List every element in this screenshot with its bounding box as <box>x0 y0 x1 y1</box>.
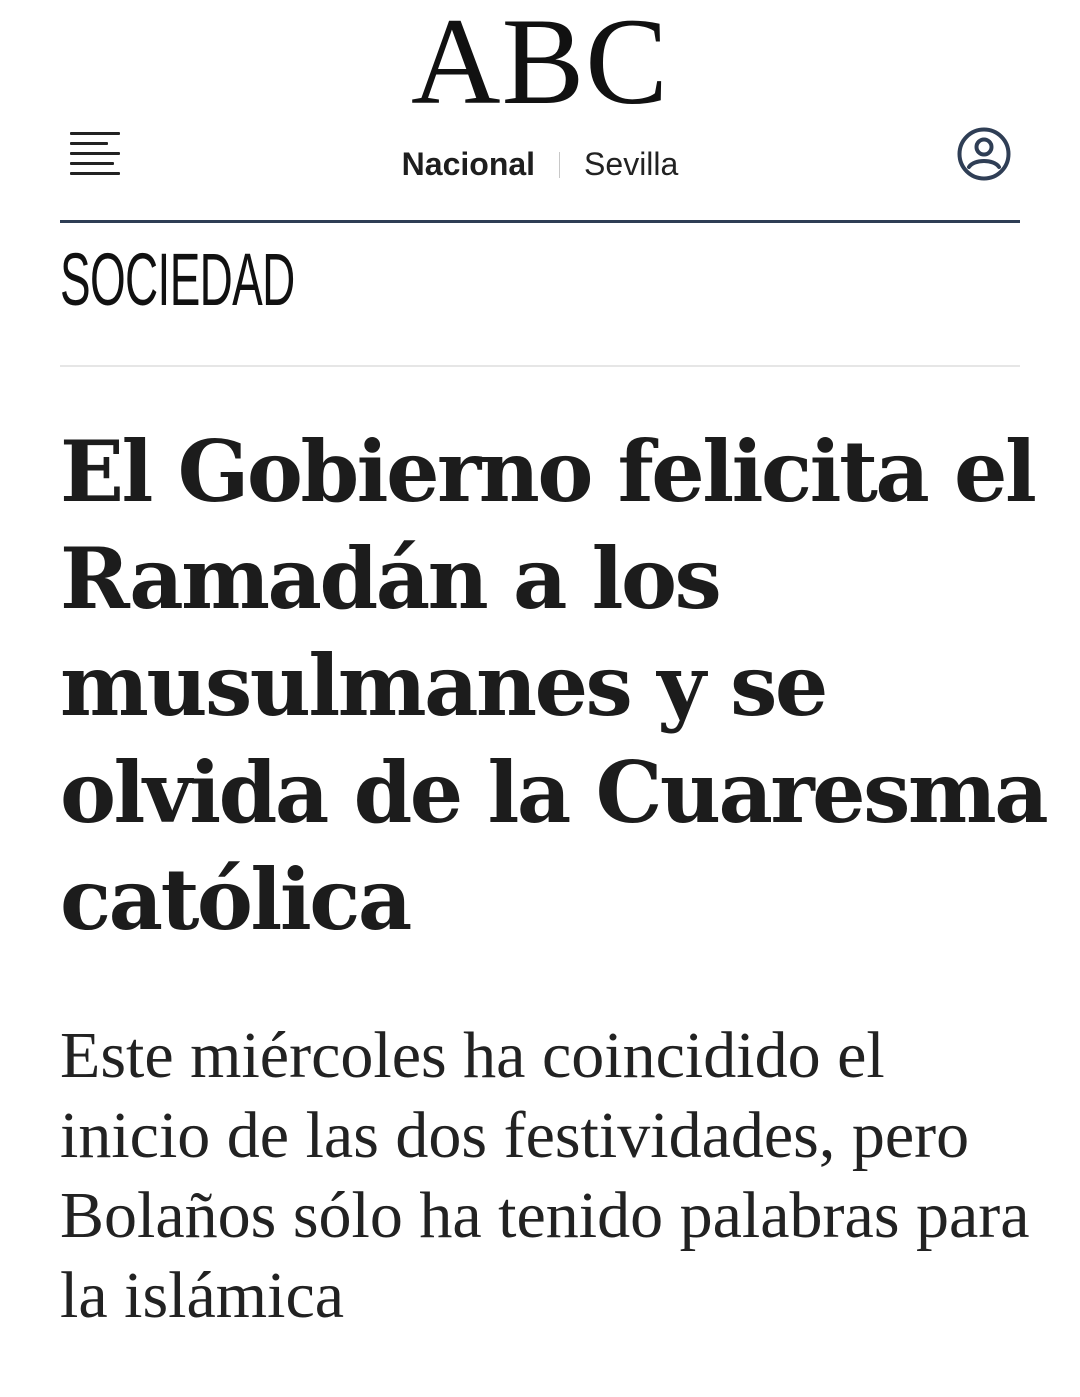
section-divider <box>60 365 1020 367</box>
menu-line <box>70 132 120 135</box>
abc-logo[interactable]: ABC <box>411 0 669 130</box>
article-subheadline: Este miércoles ha coincidido el inicio de las dos festividades, pero Bolaños sólo ha tenido palabras para la islámica <box>60 1019 1030 1332</box>
user-account-icon[interactable] <box>956 126 1012 182</box>
edition-sevilla[interactable]: Sevilla <box>584 146 679 182</box>
edition-divider <box>559 152 560 178</box>
user-icon-graphic <box>956 126 1012 182</box>
edition-nacional[interactable]: Nacional <box>401 146 536 182</box>
article-headline: El Gobierno felicita el Ramadán a los musulmanes y se olvida de la Cuaresma católica <box>60 422 1047 949</box>
edition-selector <box>0 140 1080 188</box>
header-divider <box>60 220 1020 223</box>
section-label[interactable]: SOCIEDAD <box>60 238 295 321</box>
